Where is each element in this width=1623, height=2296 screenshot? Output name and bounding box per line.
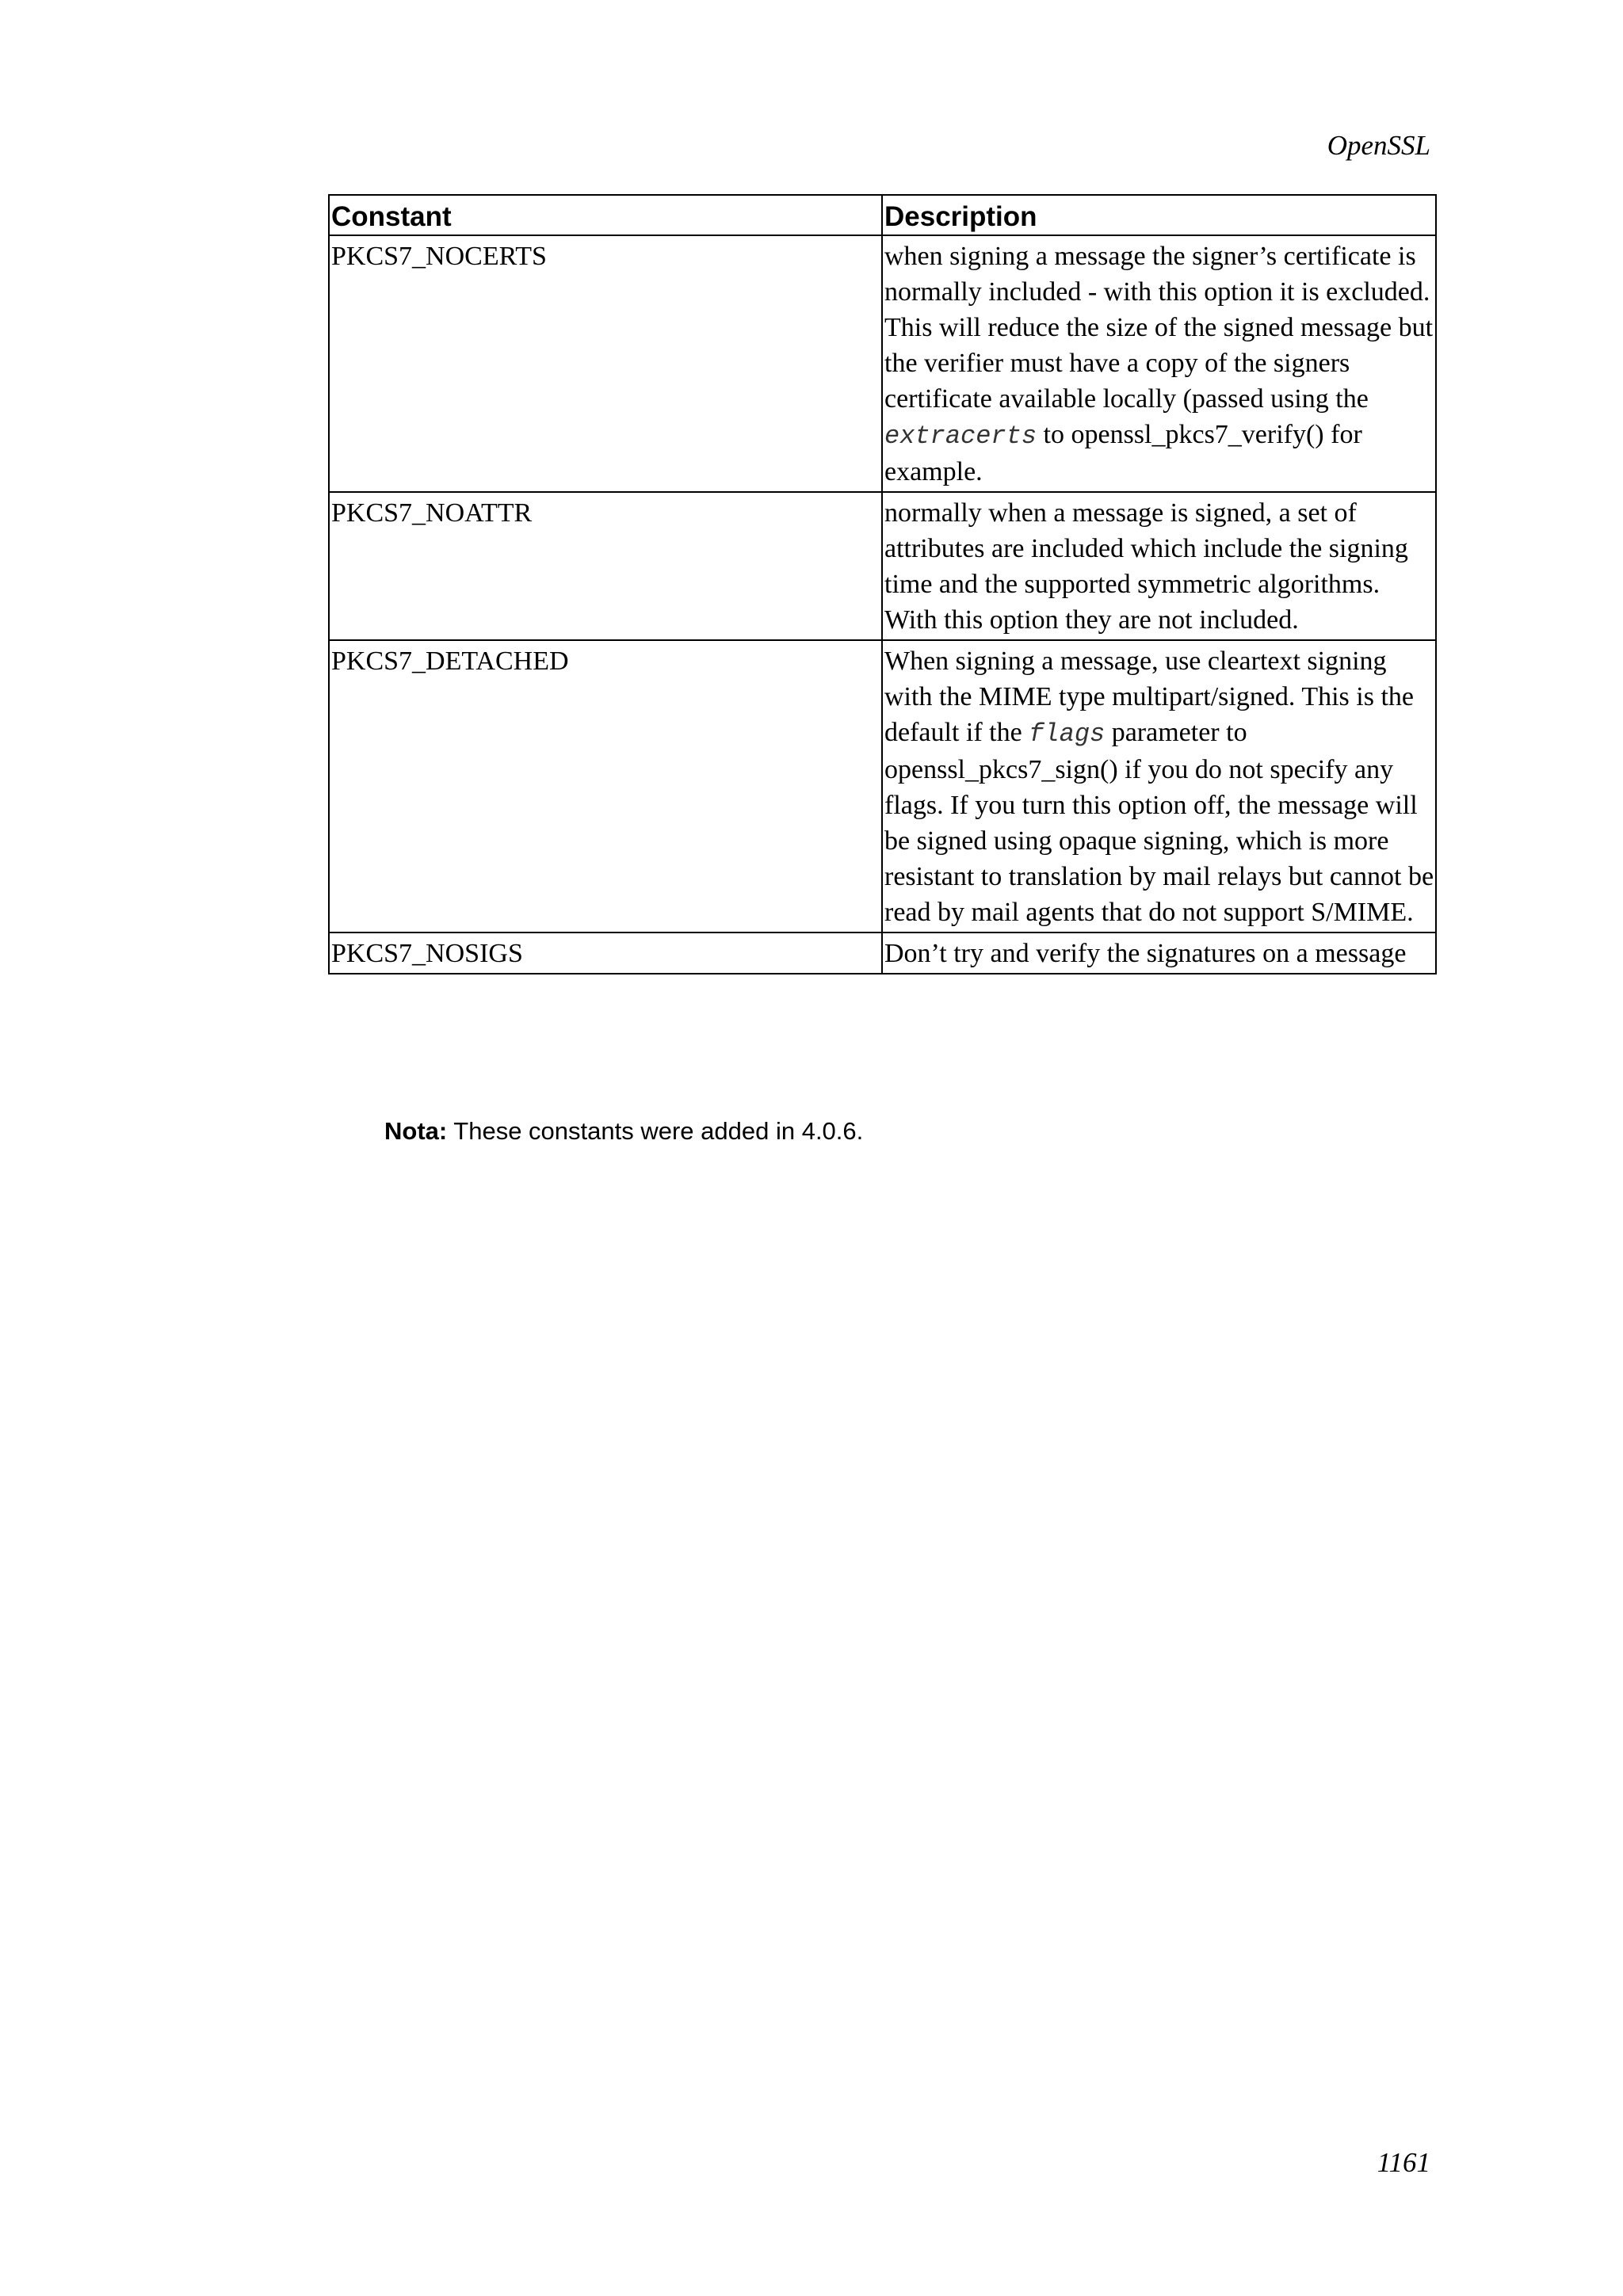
description-cell <box>882 235 1436 492</box>
description-text: when signing a message the signer’s certificate is normally included - with this option it is excluded. This will reduce the size of the signed message but the verifier must have a copy of the signers certificate available locally (passed using the <box>884 242 1434 414</box>
description-text: normally when a message is signed, a set of attributes are included which include the signing time and the supported symmetric algorithms. With this option they are not included. <box>884 498 1408 635</box>
description-text: When signing a message, use cleartext signing with the MIME type multipart/signed. This is the default if the <box>884 646 1414 747</box>
description-cell <box>882 492 1436 640</box>
constant-cell: PKCS7_NOSIGS <box>329 933 882 974</box>
description-text: Don’t try and verify the signatures on a message <box>884 939 1407 968</box>
description-cell <box>882 640 1436 933</box>
version-note <box>384 1114 863 1149</box>
column-header-constant: Constant <box>329 195 882 235</box>
description-cell <box>882 933 1436 974</box>
table-header-row <box>329 195 1436 235</box>
table-row <box>329 933 1436 974</box>
table-row <box>329 492 1436 640</box>
code-parameter: flags <box>1029 719 1106 749</box>
running-header-title: OpenSSL <box>1327 130 1430 161</box>
constant-cell: PKCS7_NOATTR <box>329 492 882 640</box>
table-row <box>329 235 1436 492</box>
table-row <box>329 640 1436 933</box>
code-parameter: extracerts <box>884 421 1037 451</box>
note-label: Nota: <box>384 1117 448 1145</box>
note-text: These constants were added in 4.0.6. <box>447 1117 864 1145</box>
page-number: 1161 <box>1377 2147 1430 2178</box>
description-text: parameter to openssl_pkcs7_sign() if you do not specify any flags. If you turn this option off, the message will be signed using opaque signing, which is more resistant to translation by mail relays but cannot be read by mail agents that do not support S/MIME. <box>884 718 1434 927</box>
constant-cell: PKCS7_NOCERTS <box>329 235 882 492</box>
constants-table <box>328 194 1437 974</box>
column-header-description: Description <box>882 195 1436 235</box>
constant-cell: PKCS7_DETACHED <box>329 640 882 933</box>
description-text: to openssl_pkcs7_verify() for example. <box>884 420 1362 486</box>
